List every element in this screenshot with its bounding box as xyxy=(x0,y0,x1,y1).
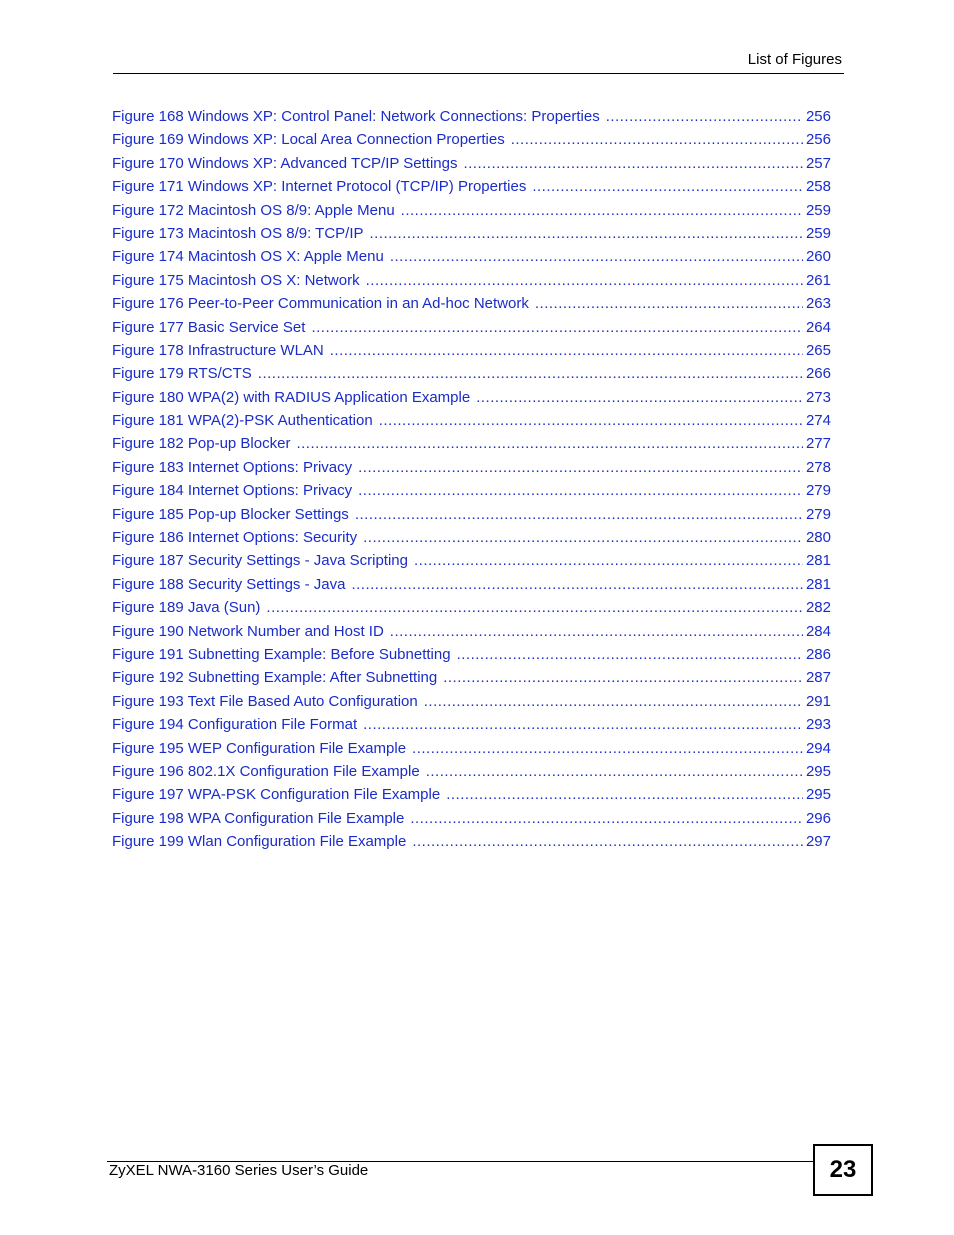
dot-leader xyxy=(401,199,803,222)
toc-entry-page: 296 xyxy=(805,809,831,827)
toc-entry[interactable] xyxy=(112,596,831,619)
toc-entry[interactable] xyxy=(112,760,831,783)
toc-entry[interactable] xyxy=(112,807,831,830)
toc-entry[interactable] xyxy=(112,830,831,853)
toc-entry[interactable] xyxy=(112,222,831,245)
toc-entry[interactable] xyxy=(112,690,831,713)
toc-entry-page: 261 xyxy=(805,271,831,289)
toc-entry-title: Figure 174 Macintosh OS X: Apple Menu xyxy=(112,248,384,266)
dot-leader xyxy=(363,526,803,549)
toc-entry-title: Figure 178 Infrastructure WLAN xyxy=(112,341,324,359)
dot-leader xyxy=(412,830,803,853)
footer-guide-title: ZyXEL NWA-3160 Series User’s Guide xyxy=(109,1162,369,1179)
toc-entry-page: 257 xyxy=(805,154,831,172)
toc-entry[interactable] xyxy=(112,269,831,292)
dot-leader xyxy=(258,362,803,385)
toc-entry-page: 258 xyxy=(805,178,831,196)
toc-entry-page: 281 xyxy=(805,552,831,570)
dot-leader xyxy=(535,292,803,315)
toc-entry-page: 264 xyxy=(805,318,831,336)
toc-entry-page: 287 xyxy=(805,669,831,687)
toc-entry-title: Figure 182 Pop-up Blocker xyxy=(112,435,291,453)
toc-entry[interactable] xyxy=(112,409,831,432)
dot-leader xyxy=(443,666,803,689)
toc-entry-title: Figure 193 Text File Based Auto Configuration xyxy=(112,692,418,710)
toc-entry[interactable] xyxy=(112,573,831,596)
toc-entry-title: Figure 179 RTS/CTS xyxy=(112,365,252,383)
dot-leader xyxy=(355,503,803,526)
dot-leader xyxy=(358,479,803,502)
toc-entry-page: 291 xyxy=(805,692,831,710)
dot-leader xyxy=(476,386,803,409)
dot-leader xyxy=(366,269,803,292)
toc-entry-title: Figure 177 Basic Service Set xyxy=(112,318,306,336)
toc-entry-page: 278 xyxy=(805,458,831,476)
dot-leader xyxy=(457,643,803,666)
toc-entry-page: 294 xyxy=(805,739,831,757)
toc-entry[interactable] xyxy=(112,152,831,175)
toc-entry-page: 256 xyxy=(805,131,831,149)
dot-leader xyxy=(351,573,803,596)
toc-entry-title: Figure 172 Macintosh OS 8/9: Apple Menu xyxy=(112,201,395,219)
toc-entry[interactable] xyxy=(112,549,831,572)
toc-entry[interactable] xyxy=(112,526,831,549)
toc-entry[interactable] xyxy=(112,245,831,268)
toc-entry-page: 279 xyxy=(805,505,831,523)
toc-entry-title: Figure 194 Configuration File Format xyxy=(112,716,358,734)
toc-entry-title: Figure 198 WPA Configuration File Example xyxy=(112,809,405,827)
dot-leader xyxy=(390,620,803,643)
toc-entry-page: 265 xyxy=(805,341,831,359)
toc-entry-page: 259 xyxy=(805,224,831,242)
toc-entry[interactable] xyxy=(112,713,831,736)
toc-entry[interactable] xyxy=(112,456,831,479)
toc-entry-page: 259 xyxy=(805,201,831,219)
dot-leader xyxy=(370,222,803,245)
dot-leader xyxy=(426,760,803,783)
toc-entry-title: Figure 169 Windows XP: Local Area Connection Properties xyxy=(112,131,505,149)
toc-entry[interactable] xyxy=(112,479,831,502)
dot-leader xyxy=(424,690,803,713)
dot-leader xyxy=(390,245,803,268)
toc-entry-title: Figure 188 Security Settings - Java xyxy=(112,575,346,593)
toc-entry-title: Figure 184 Internet Options: Privacy xyxy=(112,482,353,500)
toc-entry[interactable] xyxy=(112,292,831,315)
dot-leader xyxy=(379,409,803,432)
toc-entry-title: Figure 189 Java (Sun) xyxy=(112,599,261,617)
toc-entry[interactable] xyxy=(112,386,831,409)
dot-leader xyxy=(463,152,803,175)
toc-entry[interactable] xyxy=(112,175,831,198)
toc-entry-title: Figure 176 Peer-to-Peer Communication in an Ad-hoc Network xyxy=(112,295,529,313)
toc-entry-title: Figure 170 Windows XP: Advanced TCP/IP Settings xyxy=(112,154,458,172)
toc-entry[interactable] xyxy=(112,199,831,222)
toc-entry[interactable] xyxy=(112,432,831,455)
dot-leader xyxy=(414,549,803,572)
dot-leader xyxy=(363,713,803,736)
page-number-box xyxy=(813,1144,873,1196)
toc-entry-page: 281 xyxy=(805,575,831,593)
toc-entry-page: 297 xyxy=(805,833,831,851)
dot-leader xyxy=(358,456,803,479)
dot-leader xyxy=(266,596,803,619)
dot-leader xyxy=(446,783,803,806)
toc-entry-page: 263 xyxy=(805,295,831,313)
toc-entry-title: Figure 191 Subnetting Example: Before Subnetting xyxy=(112,645,451,663)
page-header-title: List of Figures xyxy=(747,51,842,68)
toc-entry[interactable] xyxy=(112,316,831,339)
toc-entry-title: Figure 199 Wlan Configuration File Example xyxy=(112,833,407,851)
toc-entry-page: 293 xyxy=(805,716,831,734)
header-rule xyxy=(113,73,844,74)
toc-entry-page: 295 xyxy=(805,786,831,804)
toc-entry[interactable] xyxy=(112,666,831,689)
page-number: 23 xyxy=(829,1156,857,1183)
toc-entry-title: Figure 185 Pop-up Blocker Settings xyxy=(112,505,349,523)
toc-entry-title: Figure 173 Macintosh OS 8/9: TCP/IP xyxy=(112,224,364,242)
toc-entry-title: Figure 192 Subnetting Example: After Subnetting xyxy=(112,669,438,687)
toc-entry-page: 286 xyxy=(805,645,831,663)
figure-list xyxy=(112,105,831,854)
toc-entry-title: Figure 197 WPA-PSK Configuration File Example xyxy=(112,786,441,804)
toc-entry-page: 279 xyxy=(805,482,831,500)
toc-entry-title: Figure 196 802.1X Configuration File Example xyxy=(112,762,420,780)
toc-entry[interactable] xyxy=(112,362,831,385)
dot-leader xyxy=(410,807,803,830)
dot-leader xyxy=(511,128,803,151)
toc-entry-title: Figure 171 Windows XP: Internet Protocol (TCP/IP) Properties xyxy=(112,178,527,196)
toc-entry[interactable] xyxy=(112,128,831,151)
toc-entry[interactable] xyxy=(112,620,831,643)
toc-entry-title: Figure 180 WPA(2) with RADIUS Application Example xyxy=(112,388,471,406)
toc-entry-page: 273 xyxy=(805,388,831,406)
toc-entry-title: Figure 175 Macintosh OS X: Network xyxy=(112,271,360,289)
toc-entry-page: 280 xyxy=(805,529,831,547)
toc-entry-page: 284 xyxy=(805,622,831,640)
toc-entry-title: Figure 190 Network Number and Host ID xyxy=(112,622,384,640)
dot-leader xyxy=(606,105,803,128)
dot-leader xyxy=(412,737,803,760)
toc-entry-title: Figure 181 WPA(2)-PSK Authentication xyxy=(112,412,373,430)
dot-leader xyxy=(532,175,803,198)
toc-entry-title: Figure 168 Windows XP: Control Panel: Network Connections: Properties xyxy=(112,108,600,125)
toc-entry-page: 295 xyxy=(805,762,831,780)
toc-entry-page: 266 xyxy=(805,365,831,383)
toc-entry-title: Figure 183 Internet Options: Privacy xyxy=(112,458,353,476)
toc-entry-page: 274 xyxy=(805,412,831,430)
toc-entry[interactable] xyxy=(112,737,831,760)
toc-entry[interactable] xyxy=(112,783,831,806)
dot-leader xyxy=(311,316,803,339)
toc-entry[interactable] xyxy=(112,503,831,526)
dot-leader xyxy=(330,339,803,362)
toc-entry-title: Figure 187 Security Settings - Java Scripting xyxy=(112,552,408,570)
toc-entry-page: 260 xyxy=(805,248,831,266)
toc-entry-page: 277 xyxy=(805,435,831,453)
toc-entry[interactable] xyxy=(112,643,831,666)
dot-leader xyxy=(296,432,803,455)
toc-entry-title: Figure 186 Internet Options: Security xyxy=(112,529,358,547)
toc-entry-title: Figure 195 WEP Configuration File Example xyxy=(112,739,407,757)
toc-entry[interactable] xyxy=(112,339,831,362)
toc-entry-page: 282 xyxy=(805,599,831,617)
toc-entry-page: 256 xyxy=(805,108,831,125)
toc-entry[interactable] xyxy=(112,105,831,128)
